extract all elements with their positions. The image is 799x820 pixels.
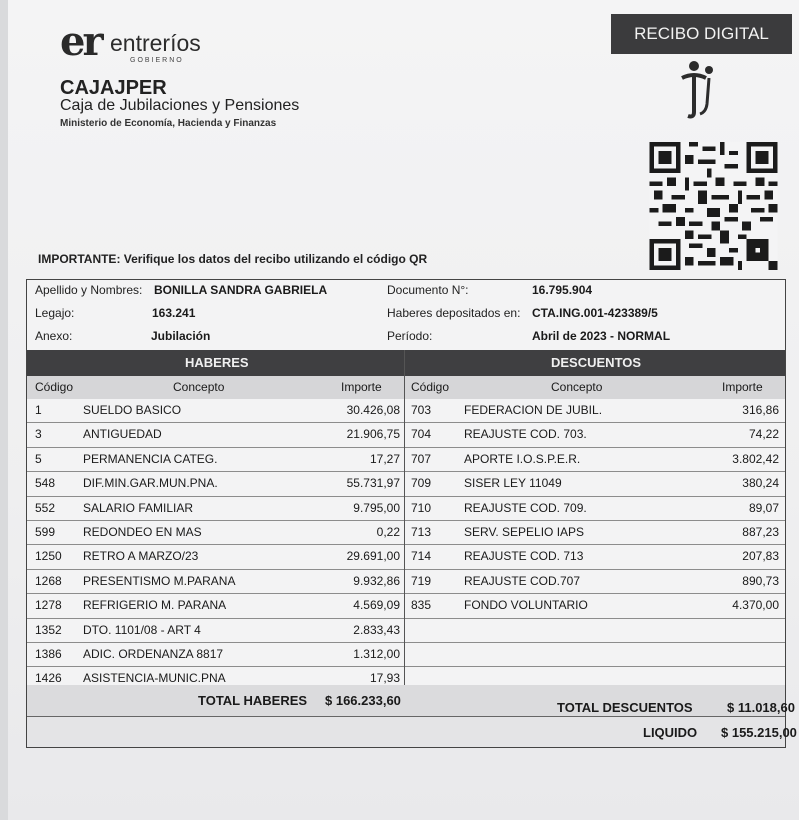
descuentos-code: 835 — [411, 598, 432, 613]
col-codigo-descuentos: Código — [411, 380, 450, 394]
descuentos-amount: 380,24 — [742, 476, 779, 491]
section-header-bar — [27, 350, 785, 376]
legajo-number: 163.241 — [152, 306, 196, 320]
haberes-amount: 9.932,86 — [353, 573, 400, 588]
descuentos-concept: FONDO VOLUNTARIO — [464, 598, 588, 613]
col-codigo-haberes: Código — [35, 380, 74, 394]
haberes-concept: DIF.MIN.GAR.MUN.PNA. — [83, 476, 218, 491]
entrerios-logo-subtitle: GOBIERNO — [130, 57, 184, 64]
qr-verification-notice — [38, 252, 427, 266]
ministry-name: Ministerio de Economía, Hacienda y Finanzas — [60, 118, 277, 129]
total-descuentos-label: TOTAL DESCUENTOS — [557, 700, 693, 715]
column-header-row — [27, 376, 785, 399]
haberes-code: 599 — [35, 524, 56, 539]
descuentos-concept: SISER LEY 11049 — [464, 476, 562, 491]
haberes-code: 1250 — [35, 549, 62, 564]
descuentos-amount: 207,83 — [742, 549, 779, 564]
table-row — [27, 472, 785, 496]
haberes-amount: 21.906,75 — [346, 427, 400, 442]
table-row — [27, 545, 785, 569]
haberes-deposit-label: Haberes depositados en: — [387, 306, 521, 320]
anexo-value: Jubilación — [151, 329, 211, 343]
document-label: Documento N°: — [387, 283, 469, 297]
name-label: Apellido y Nombres: — [35, 283, 143, 297]
haberes-concept: ADIC. ORDENANZA 8817 — [83, 646, 224, 661]
haberes-code: 1 — [35, 403, 42, 417]
descuentos-amount: 887,23 — [742, 524, 779, 539]
descuentos-amount: 3.802,42 — [732, 451, 779, 466]
descuentos-code: 703 — [411, 403, 432, 417]
qr-code-icon — [648, 142, 779, 270]
receipt-table — [26, 279, 797, 748]
haberes-concept: PERMANENCIA CATEG. — [83, 451, 218, 466]
notice-prefix: IMPORTANTE: — [38, 252, 121, 266]
haberes-code: 1352 — [35, 622, 62, 637]
haberes-code: 3 — [35, 427, 42, 442]
descuentos-amount: 74,22 — [748, 427, 779, 442]
descuentos-code: 713 — [411, 524, 432, 539]
descuentos-code: 707 — [411, 451, 432, 466]
legajo-label: Legajo: — [35, 306, 75, 320]
haberes-concept: ASISTENCIA-MUNIC.PNA — [83, 671, 226, 686]
document-number: 16.795.904 — [532, 283, 593, 297]
descuentos-code: 714 — [411, 549, 432, 564]
descuentos-concept: REAJUSTE COD. 709. — [464, 500, 587, 515]
anexo-label: Anexo: — [35, 329, 73, 343]
col-importe-haberes: Importe — [341, 380, 382, 394]
line-items — [27, 399, 785, 692]
descuentos-amount: 890,73 — [742, 573, 779, 588]
table-row — [27, 643, 785, 667]
col-concepto-haberes: Concepto — [173, 380, 225, 394]
descuentos-concept: SERV. SEPELIO IAPS — [464, 524, 585, 539]
haberes-code: 1386 — [35, 646, 62, 661]
receipt-page — [8, 0, 799, 820]
haberes-code: 552 — [35, 500, 56, 515]
haberes-concept: RETRO A MARZO/23 — [83, 549, 199, 564]
total-haberes-label: TOTAL HABERES — [198, 693, 308, 708]
col-importe-descuentos: Importe — [722, 380, 763, 394]
descuentos-amount: 89,07 — [748, 500, 779, 515]
org-acronym: CAJAJPER — [60, 77, 167, 99]
descuentos-concept: APORTE I.O.S.P.E.R. — [464, 451, 581, 466]
haberes-code: 548 — [35, 476, 56, 491]
cajajper-figure-icon — [678, 58, 726, 122]
descuentos-concept: FEDERACION DE JUBIL. — [464, 403, 603, 417]
haberes-concept: PRESENTISMO M.PARANA — [83, 573, 236, 588]
descuentos-code: 709 — [411, 476, 432, 491]
totals-row — [27, 685, 795, 717]
descuentos-concept: REAJUSTE COD.707 — [464, 573, 581, 588]
total-haberes-value: $ 166.233,60 — [325, 693, 401, 708]
haberes-amount: 29.691,00 — [346, 549, 400, 564]
recibo-digital-badge: RECIBO DIGITAL — [611, 14, 792, 54]
total-descuentos-value: $ 11.018,60 — [727, 700, 795, 715]
liquido-value: $ 155.215,00 — [721, 725, 797, 740]
descuentos-code: 719 — [411, 573, 432, 588]
table-row — [27, 619, 785, 643]
haberes-code: 1278 — [35, 598, 62, 613]
haberes-amount: 1.312,00 — [353, 646, 400, 661]
deposit-account: CTA.ING.001-423389/5 — [532, 306, 658, 320]
entrerios-logo-mark: er — [60, 18, 101, 65]
haberes-concept: REDONDEO EN MAS — [83, 524, 202, 539]
table-row — [27, 497, 785, 521]
notice-text: Verifique los datos del recibo utilizando el código QR — [120, 252, 428, 266]
table-row — [27, 570, 785, 594]
org-full-name: Caja de Jubilaciones y Pensiones — [60, 97, 300, 114]
haberes-concept: REFRIGERIO M. PARANA — [83, 598, 227, 613]
column-divider — [404, 350, 405, 685]
beneficiary-name: BONILLA SANDRA GABRIELA — [154, 283, 328, 297]
liquido-label: LIQUIDO — [643, 725, 698, 740]
descuentos-amount: 4.370,00 — [732, 598, 779, 613]
info-row-anexo — [27, 326, 785, 347]
haberes-amount: 0,22 — [376, 524, 400, 539]
entrerios-logo-text: entreríos — [110, 30, 201, 56]
descuentos-code: 704 — [411, 427, 432, 442]
table-row — [27, 521, 785, 545]
info-row-name — [27, 280, 785, 301]
haberes-concept: ANTIGUEDAD — [83, 427, 162, 442]
haberes-amount: 17,93 — [369, 671, 400, 686]
descuentos-concept: REAJUSTE COD. 713 — [464, 549, 584, 564]
table-row — [27, 423, 785, 447]
periodo-value: Abril de 2023 - NORMAL — [532, 329, 671, 343]
table-row — [27, 399, 785, 423]
haberes-code: 5 — [35, 451, 42, 466]
haberes-concept: SUELDO BASICO — [83, 403, 182, 417]
haberes-amount: 9.795,00 — [353, 500, 400, 515]
haberes-concept: DTO. 1101/08 - ART 4 — [83, 622, 201, 637]
descuentos-amount: 316,86 — [742, 403, 779, 417]
haberes-amount: 17,27 — [369, 451, 400, 466]
liquido-row — [27, 717, 797, 747]
descuentos-title: DESCUENTOS — [551, 355, 642, 370]
haberes-amount: 4.569,09 — [353, 598, 400, 613]
col-concepto-descuentos: Concepto — [551, 380, 603, 394]
haberes-code: 1268 — [35, 573, 62, 588]
table-row — [27, 448, 785, 472]
haberes-amount: 30.426,08 — [346, 403, 400, 417]
haberes-concept: SALARIO FAMILIAR — [83, 500, 194, 515]
table-row — [27, 594, 785, 618]
descuentos-concept: REAJUSTE COD. 703. — [464, 427, 587, 442]
haberes-code: 1426 — [35, 671, 62, 686]
descuentos-code: 710 — [411, 500, 432, 515]
haberes-title: HABERES — [185, 355, 249, 370]
periodo-label: Período: — [387, 329, 433, 343]
haberes-amount: 55.731,97 — [346, 476, 400, 491]
info-row-legajo — [27, 303, 785, 324]
haberes-amount: 2.833,43 — [353, 622, 400, 637]
